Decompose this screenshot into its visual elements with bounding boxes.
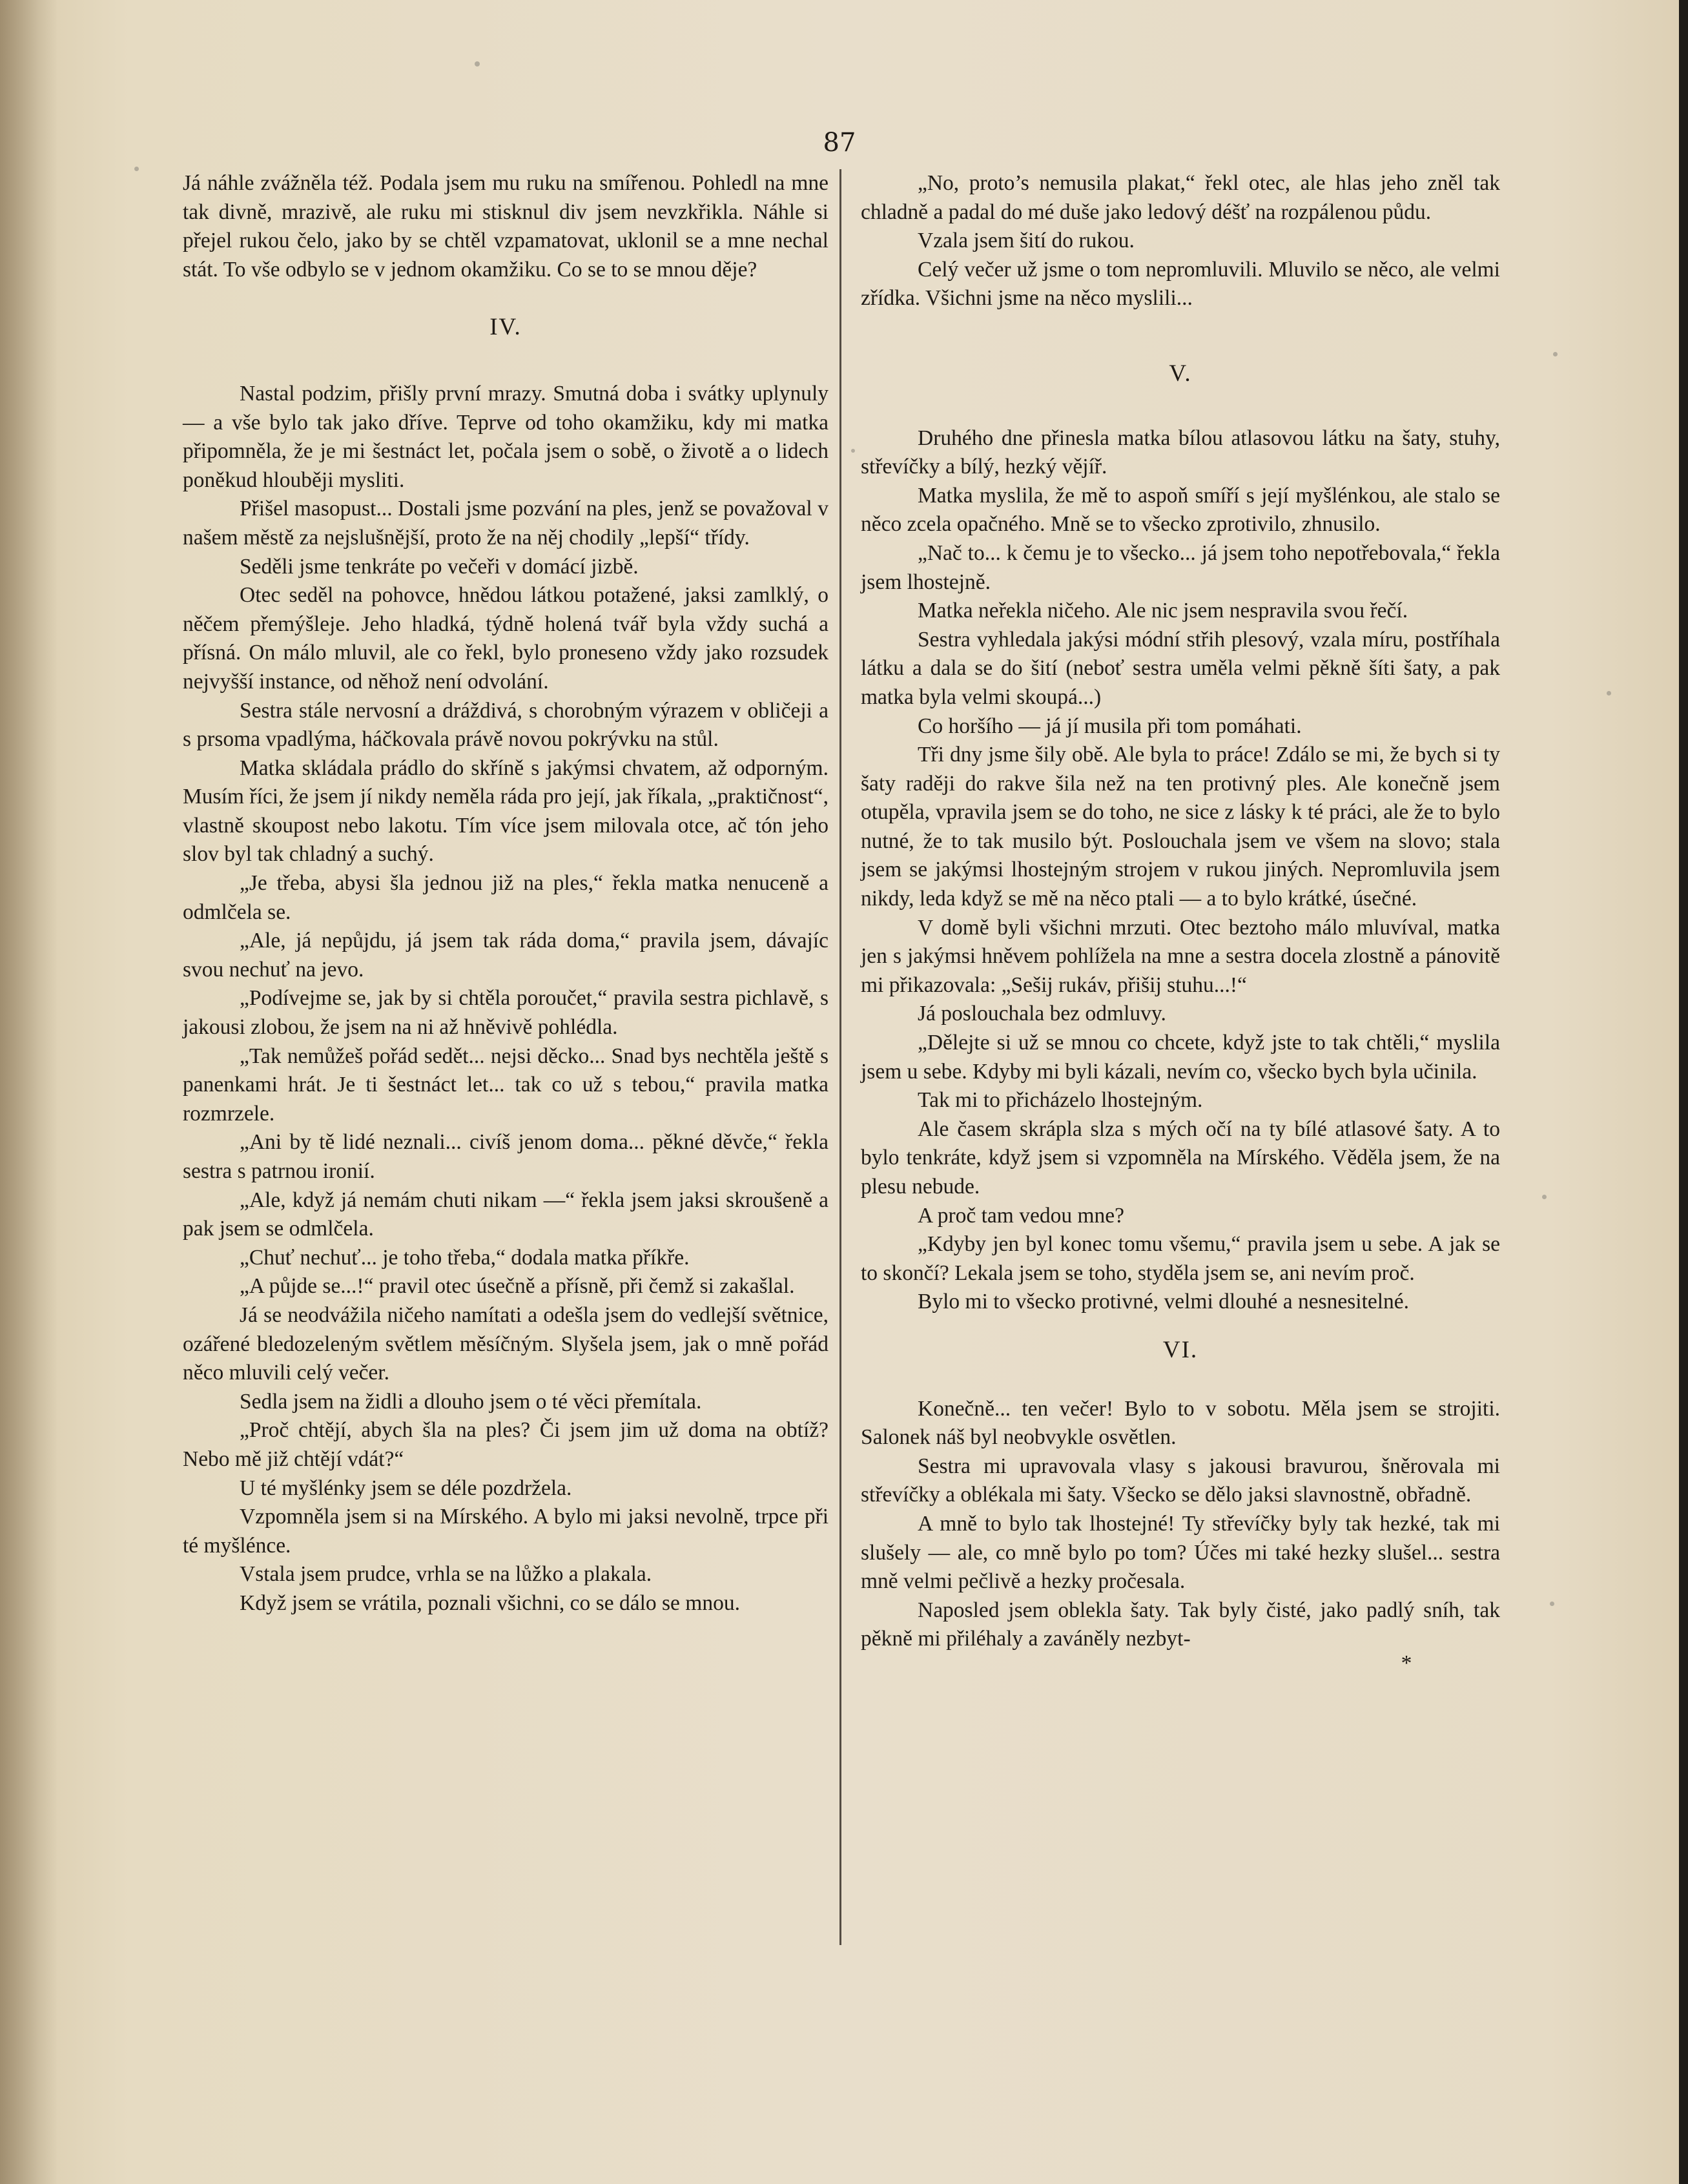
- paragraph: Otec seděl na pohovce, hnědou látkou potažené, jaksi zamlklý, o něčem přemýšleje. Jeho hladká, týdně holená tvář byla vždy suchá a přísná. On málo mluvil, ale co řekl, bylo proneseno vždy jako rozsudek nejvyšší instance, od něhož není odvolání.: [183, 583, 829, 694]
- scan-border: [1679, 0, 1688, 2184]
- paragraph: Seděli jsme tenkráte po večeři v domácí jizbě.: [240, 554, 639, 579]
- paragraph: Co horšího — já jí musila při tom pomáhati.: [918, 714, 1302, 738]
- chapter-heading-v: V.: [1169, 360, 1192, 387]
- paper-speck: [1607, 691, 1611, 695]
- paragraph: V domě byli všichni mrzuti. Otec beztoho málo mluvíval, matka jen s jakýmsi hněvem pohlížela na mne a sestra docela zlostně a pánovitě mi přikazovala: „Sešij rukáv, přišij stuhu...!“: [861, 915, 1500, 997]
- page-number: 87: [823, 128, 856, 158]
- paragraph: Naposled jsem oblekla šaty. Tak byly čisté, jako padlý sníh, tak pěkně mi přiléhaly a zaváněly nezbyt-: [861, 1598, 1500, 1651]
- paragraph: „A půjde se...!“ pravil otec úsečně a přísně, při čemž si zakašlal.: [240, 1274, 795, 1299]
- paragraph: Tři dny jsme šily obě. Ale byla to práce! Zdálo se mi, že bych si ty šaty raději do rakve šila než na ten protivný ples. Ale konečně jsem otupěla, vpravila jsem se do toho, ne sice z lásky k té práci, ale že to bylo nutné, že to tak musilo být. Poslouchala jsem ve všem na slovo; stala jsem se jakýmsi lhostejným strojem v rukou jiných. Nepromluvila jsem nikdy, leda když se mě na něco ptali — a to bylo krátké, úsečné.: [861, 743, 1500, 911]
- paper-speck: [851, 449, 855, 453]
- paragraph: Vzala jsem šití do rukou.: [918, 229, 1135, 253]
- paper-speck: [1542, 1195, 1547, 1199]
- paragraph: Sestra stále nervosní a dráždivá, s chorobným výrazem v obličeji a s prsoma vpadlýma, háčkovala právě novou pokrývku na stůl.: [183, 698, 829, 752]
- paragraph: A mně to bylo tak lhostejné! Ty střevíčky byly tak hezké, tak mi slušely — ale, co mně bylo po tom? Účes mi také hezky slušel... sestra mně velmi pečlivě a hezky pročesala.: [861, 1511, 1500, 1594]
- paper-speck: [475, 61, 480, 67]
- paragraph: Sedla jsem na židli a dlouho jsem o té věci přemítala.: [240, 1389, 702, 1414]
- paragraph: Nastal podzim, přišly první mrazy. Smutná doba i svátky uplynuly — a vše bylo tak jako dříve. Teprve od toho okamžiku, kdy mi matka připomněla, že je mi šestnáct let, počala jsem o sobě, o životě a o lidech poněkud hlouběji mysliti.: [183, 381, 829, 492]
- right-column: [861, 169, 1500, 1673]
- paragraph: Sestra vyhledala jakýsi módní střih plesový, vzala míru, postříhala látku a dala se do šití (neboť sestra uměla velmi pěkně šíti šaty, a pak matka byla velmi skoupá...): [861, 627, 1500, 709]
- paragraph: „Je třeba, abysi šla jednou již na ples,“ řekla matka nenuceně a odmlčela se.: [183, 871, 829, 924]
- paper-speck: [1553, 352, 1558, 356]
- paragraph: Matka myslila, že mě to aspoň smíří s její myšlénkou, ale stalo se něco zcela opačného. Mně se to všecko zprotivilo, zhnusilo.: [861, 483, 1500, 537]
- paragraph: „Ale, já nepůjdu, já jsem tak ráda doma,“ pravila jsem, dávajíc svou nechuť na jevo.: [183, 929, 829, 982]
- paragraph: Tak mi to přicházelo lhostejným.: [918, 1088, 1203, 1113]
- paragraph: „Proč chtějí, abych šla na ples? Či jsem jim už doma na obtíž? Nebo mě již chtějí vdát?“: [183, 1418, 829, 1471]
- left-column: [183, 169, 829, 1618]
- paragraph: Vstala jsem prudce, vrhla se na lůžko a plakala.: [240, 1562, 652, 1587]
- paragraph: „No, proto’s nemusila plakat,“ řekl otec, ale hlas jeho zněl tak chladně a padal do mé duše jako ledový déšť na rozpálenou půdu.: [861, 171, 1500, 224]
- chapter-heading-vi: VI.: [1162, 1336, 1199, 1363]
- paragraph: „Ale, když já nemám chuti nikam —“ řekla jsem jaksi skroušeně a pak jsem se odmlčela.: [183, 1188, 829, 1241]
- paragraph: Matka neřekla ničeho. Ale nic jsem nespravila svou řečí.: [918, 599, 1408, 623]
- paragraph: U té myšlénky jsem se déle pozdržela.: [240, 1476, 572, 1500]
- paragraph: „Chuť nechuť... je toho třeba,“ dodala matka příkře.: [240, 1245, 690, 1270]
- paragraph: Vzpomněla jsem si na Mírského. A bylo mi jaksi nevolně, trpce při té myšlénce.: [183, 1505, 829, 1558]
- paper-speck: [134, 167, 139, 171]
- paragraph: Druhého dne přinesla matka bílou atlasovou látku na šaty, stuhy, střevíčky a bílý, hezký vějíř.: [861, 426, 1500, 479]
- paragraph: „Ani by tě lidé neznali... civíš jenom doma... pěkné děvče,“ řekla sestra s patrnou ironií.: [183, 1130, 829, 1183]
- paragraph: A proč tam vedou mne?: [918, 1203, 1125, 1228]
- chapter-heading-iv: IV.: [489, 314, 522, 341]
- paper-speck: [1550, 1602, 1554, 1606]
- paragraph: Přišel masopust... Dostali jsme pozvání na ples, jenž se považoval v našem městě za nejslušnější, proto že na něj chodily „lepší“ třídy.: [183, 497, 829, 550]
- paragraph: Ale časem skrápla slza s mých očí na ty bílé atlasové šaty. A to bylo tenkráte, když jsem si vzpomněla na Mírského. Věděla jsem, že na plesu nebude.: [861, 1117, 1500, 1199]
- signature-mark: *: [1401, 1651, 1412, 1675]
- paragraph: Celý večer už jsme o tom nepromluvili. Mluvilo se něco, ale velmi zřídka. Všichni jsme na něco myslili...: [861, 257, 1500, 311]
- paragraph: „Nač to... k čemu je to všecko... já jsem toho nepotřebovala,“ řekla jsem lhostejně.: [861, 541, 1500, 594]
- paragraph: Konečně... ten večer! Bylo to v sobotu. Měla jsem se strojiti. Salonek náš byl neobvykle osvětlen.: [861, 1396, 1500, 1450]
- paragraph: Matka skládala prádlo do skříně s jakýmsi chvatem, až odporným. Musím říci, že jsem jí nikdy neměla ráda pro její, jak říkala, „praktičnost“, vlastně skoupost nebo lakotu. Tím více jsem milovala otce, ač tón jeho slov byl tak chladný a suchý.: [183, 756, 829, 867]
- paragraph: „Dělejte si už se mnou co chcete, když jste to tak chtěli,“ myslila jsem u sebe. Kdyby mi byli kázali, nevím co, všecko bych byla učinila.: [861, 1031, 1500, 1084]
- paragraph: Já poslouchala bez odmluvy.: [918, 1002, 1166, 1026]
- paragraph: „Kdyby jen byl konec tomu všemu,“ pravila jsem u sebe. A jak se to skončí? Lekala jsem se toho, styděla jsem se, ani nevím proč.: [861, 1232, 1500, 1285]
- paragraph: Já se neodvážila ničeho namítati a odešla jsem do vedlejší světnice, ozářené bledozeleným světlem měsíčným. Slyšela jsem, jak o mně pořád něco mluvili celý večer.: [183, 1303, 829, 1385]
- paragraph: „Tak nemůžeš pořád sedět... nejsi děcko... Snad bys nechtěla ještě s panenkami hrát. Je ti šestnáct let... tak co už s tebou,“ pravila matka rozmrzele.: [183, 1044, 829, 1126]
- paragraph: Bylo mi to všecko protivné, velmi dlouhé a nesnesitelné.: [918, 1290, 1410, 1314]
- binding-shadow: [0, 0, 58, 2184]
- paragraph: Když jsem se vrátila, poznali všichni, co se dálo se mnou.: [240, 1591, 740, 1615]
- paragraph: „Podívejme se, jak by si chtěla poroučet,“ pravila sestra pichlavě, s jakousi zlobou, že jsem na ni až hněvivě pohlédla.: [183, 986, 829, 1040]
- paragraph: Já náhle zvážněla též. Podala jsem mu ruku na smířenou. Pohledl na mne tak divně, mrazivě, ale ruku mi stisknul div jsem nevzkřikla. Náhle si přejel rukou čelo, jako by se chtěl vzpamatovat, uklonil se a mne nechal stát. To vše odbylo se v jednom okamžiku. Co se to se mnou děje?: [183, 171, 829, 282]
- paragraph: Sestra mi upravovala vlasy s jakousi bravurou, šněrovala mi střevíčky a oblékala mi šaty. Všecko se dělo jaksi slavnostně, obřadně.: [861, 1454, 1500, 1507]
- column-divider: [839, 169, 841, 1945]
